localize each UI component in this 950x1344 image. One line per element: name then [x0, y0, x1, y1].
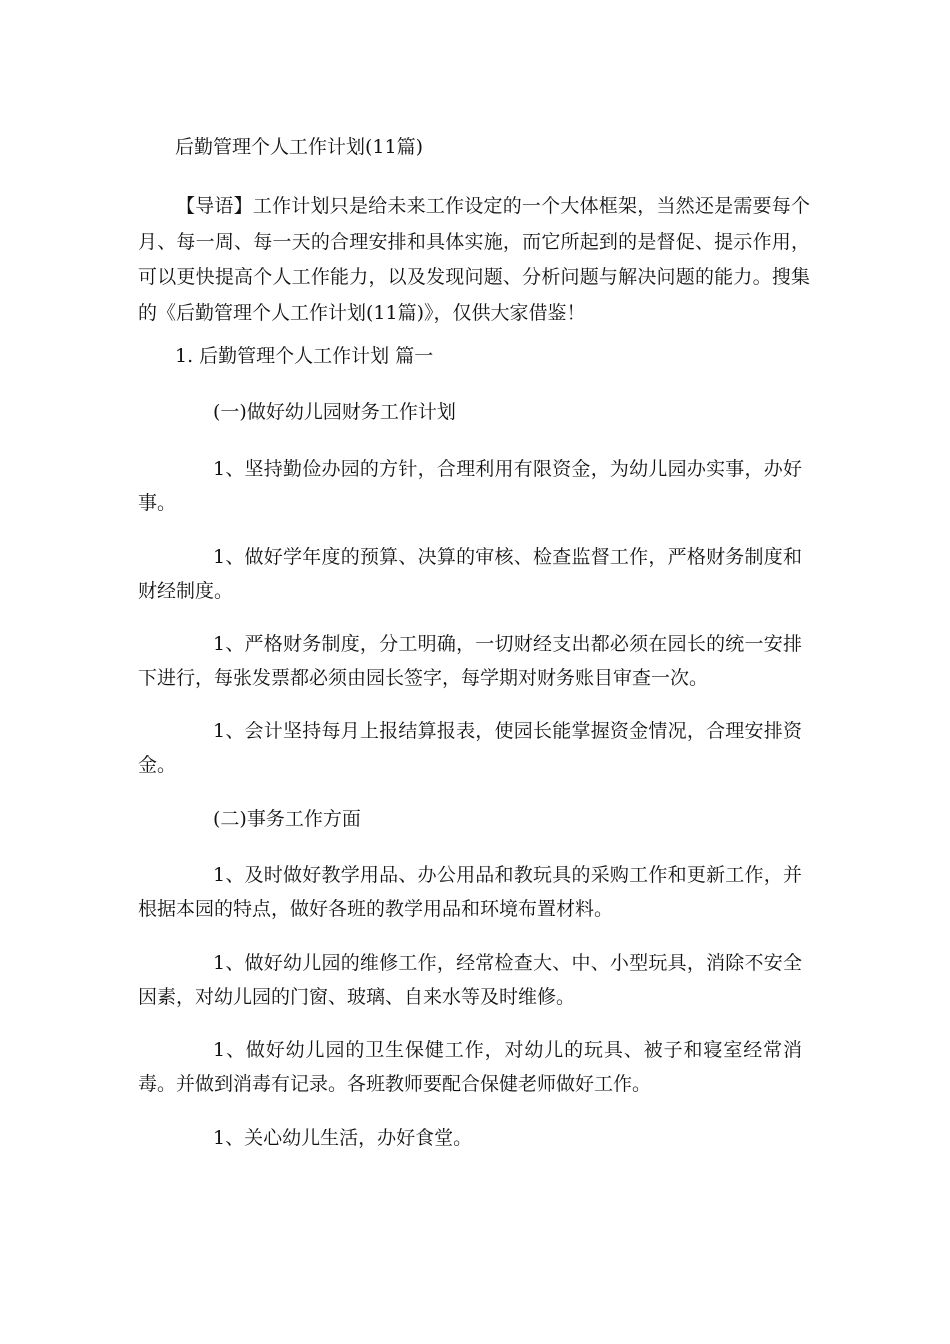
list-item: 1、坚持勤俭办园的方针，合理利用有限资金，为幼儿园办实事，办好事。 — [138, 458, 802, 514]
list-item: 1、做好幼儿园的维修工作，经常检查大、中、小型玩具，消除不安全因素，对幼儿园的门窗、玻璃、自来水等及时维修。 — [138, 952, 802, 1008]
section-heading: 1. 后勤管理个人工作计划 篇一 — [175, 345, 434, 367]
list-item: 1、严格财务制度，分工明确，一切财经支出都必须在园长的统一安排下进行，每张发票都必须由园长签字，每学期对财务账目审查一次。 — [138, 633, 802, 689]
list-item: 1、会计坚持每月上报结算报表，使园长能掌握资金情况，合理安排资金。 — [138, 720, 802, 776]
list-item: 1、关心幼儿生活，办好食堂。 — [213, 1127, 473, 1149]
part-2-heading: (二)事务工作方面 — [213, 808, 361, 830]
list-item: 1、及时做好教学用品、办公用品和教玩具的采购工作和更新工作，并根据本园的特点，做好各班的教学用品和环境布置材料。 — [138, 864, 802, 920]
intro-paragraph: 【导语】工作计划只是给未来工作设定的一个大体框架，当然还是需要每个月、每一周、每一天的合理安排和具体实施，而它所起到的是督促、提示作用，可以更快提高个人工作能力，以及发现问题、分析问题与解决问题的能力。搜集的《后勤管理个人工作计划(11篇)》，仅供大家借鉴！ — [138, 195, 810, 324]
document-title: 后勤管理个人工作计划(11篇) — [175, 136, 424, 158]
part-1-heading: (一)做好幼儿园财务工作计划 — [213, 401, 456, 423]
list-item: 1、做好学年度的预算、决算的审核、检查监督工作，严格财务制度和财经制度。 — [138, 546, 802, 602]
list-item: 1、做好幼儿园的卫生保健工作，对幼儿的玩具、被子和寝室经常消毒。并做到消毒有记录。各班教师要配合保健老师做好工作。 — [138, 1039, 802, 1095]
